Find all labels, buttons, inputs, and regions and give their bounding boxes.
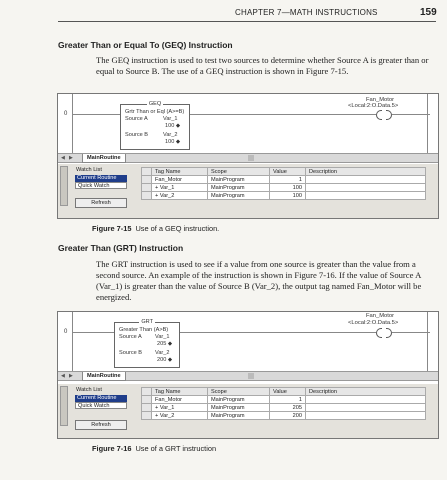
col-scope[interactable]: Scope: [208, 388, 270, 396]
watch-option-current-routine[interactable]: Current Routine: [75, 395, 127, 402]
watch-list-label: Watch List: [76, 387, 102, 393]
watch-list-label: Watch List: [76, 167, 102, 173]
source-a-value: 205 ◆: [157, 341, 173, 347]
caption-text: Use of a GEQ instruction.: [135, 224, 220, 233]
instruction-title: Grtr Than or Eql (A>=B): [125, 109, 185, 115]
caption-text: Use of a GRT instruction: [135, 444, 217, 453]
table-header-row: [142, 168, 426, 176]
row-gutter: [142, 176, 152, 184]
col-value[interactable]: Value: [270, 168, 306, 176]
cell-value[interactable]: 1: [270, 396, 306, 404]
watch-pane: [58, 164, 438, 218]
cell-tag: + Var_2: [152, 192, 208, 200]
instruction-mnemonic: GRT: [141, 319, 154, 325]
col-value[interactable]: Value: [270, 388, 306, 396]
table-header-row: [142, 388, 426, 396]
horizontal-scrollbar[interactable]: [248, 373, 254, 379]
cell-value[interactable]: 100: [270, 184, 306, 192]
row-gutter: [142, 192, 152, 200]
geq-instruction-block[interactable]: [120, 101, 190, 150]
cell-scope: MainProgram: [208, 176, 270, 184]
cell-value[interactable]: 205: [270, 404, 306, 412]
watch-option-quick-watch[interactable]: Quick Watch: [75, 402, 127, 409]
table-row[interactable]: [142, 412, 426, 420]
cell-description: [306, 396, 426, 404]
source-b-value: 200 ◆: [157, 357, 173, 363]
watch-option-current-routine[interactable]: Current Routine: [75, 175, 127, 182]
instruction-title: Greater Than (A>B): [119, 327, 169, 333]
coil-address: <Local:2:O.Data.5>: [348, 103, 399, 109]
header-rule: [58, 21, 436, 22]
cell-tag: Fan_Motor: [152, 396, 208, 404]
source-a-tag[interactable]: Var_1: [155, 334, 170, 340]
grt-paragraph: The GRT instruction is used to see if a value from one source is greater than the value from a second source. An example of the instruction is shown in Figure 7-16. If the value of Source A (Var_1) is greater than the value of Source B (Var_2), the output tag named Fan_Motor will be energized.: [96, 259, 422, 302]
cell-description: [306, 412, 426, 420]
grt-heading: Greater Than (GRT) Instruction: [58, 243, 184, 253]
col-description[interactable]: Description: [306, 388, 426, 396]
grt-instruction-block[interactable]: [114, 319, 180, 368]
tab-scroll-right-icon[interactable]: ▶: [69, 155, 73, 161]
rung-wire-end: [392, 114, 430, 115]
instruction-mnemonic: GEQ: [148, 101, 162, 107]
source-b-tag[interactable]: Var_2: [163, 132, 178, 138]
geq-figure-screenshot: [57, 93, 439, 219]
output-coil-icon[interactable]: [376, 110, 392, 118]
routine-tab-bar: [58, 154, 438, 163]
cell-value[interactable]: 1: [270, 176, 306, 184]
rung-wire-end: [392, 332, 430, 333]
row-gutter: [142, 388, 152, 396]
cell-scope: MainProgram: [208, 404, 270, 412]
right-power-rail: [427, 312, 428, 371]
geq-figure-caption: [92, 224, 219, 233]
cell-tag: + Var_1: [152, 184, 208, 192]
caption-number: Figure 7-15: [92, 224, 132, 233]
coil-tag[interactable]: Fan_Motor: [366, 313, 395, 319]
rung-wire-left: [72, 332, 114, 333]
watch-pane: [58, 384, 438, 438]
output-coil-icon[interactable]: [376, 328, 392, 336]
coil-address: <Local:2:O.Data.5>: [348, 320, 399, 326]
table-row[interactable]: [142, 404, 426, 412]
horizontal-scrollbar[interactable]: [248, 155, 254, 161]
source-a-value: 100 ◆: [165, 123, 181, 129]
cell-description: [306, 184, 426, 192]
rung-number: 0: [64, 111, 68, 117]
cell-description: [306, 192, 426, 200]
cell-tag: Fan_Motor: [152, 176, 208, 184]
rung-wire-right: [190, 114, 376, 115]
table-row[interactable]: [142, 192, 426, 200]
refresh-button[interactable]: Refresh: [75, 420, 127, 430]
tab-scroll-left-icon[interactable]: ◀: [61, 155, 65, 161]
grt-figure-screenshot: [57, 311, 439, 439]
watch-pane-sidebar: [60, 386, 68, 426]
left-power-rail: [72, 94, 73, 153]
rung-number: 0: [64, 329, 68, 335]
watch-option-quick-watch[interactable]: Quick Watch: [75, 182, 127, 189]
table-row[interactable]: [142, 396, 426, 404]
col-scope[interactable]: Scope: [208, 168, 270, 176]
cell-scope: MainProgram: [208, 192, 270, 200]
grt-figure-caption: [92, 444, 216, 453]
geq-paragraph: The GEQ instruction is used to test two sources to determine whether Source A is greater than or equal to Source B. The use of a GEQ instruction is shown in Figure 7-15.: [96, 55, 429, 76]
row-gutter: [142, 184, 152, 192]
cell-description: [306, 404, 426, 412]
tab-main-routine[interactable]: MainRoutine: [82, 154, 126, 163]
chapter-title: CHAPTER 7—MATH INSTRUCTIONS: [235, 8, 378, 17]
cell-value[interactable]: 100: [270, 192, 306, 200]
watch-table: [141, 167, 426, 200]
source-b-value: 100 ◆: [165, 139, 181, 145]
tab-scroll-left-icon[interactable]: ◀: [61, 373, 65, 379]
caption-number: Figure 7-16: [92, 444, 132, 453]
routine-tab-bar: [58, 372, 438, 381]
row-gutter: [142, 396, 152, 404]
geq-heading: Greater Than or Equal To (GEQ) Instruction: [58, 40, 233, 50]
col-description[interactable]: Description: [306, 168, 426, 176]
row-gutter: [142, 404, 152, 412]
source-b-label: Source B: [119, 350, 143, 356]
ladder-editor: [58, 312, 438, 372]
col-tag-name[interactable]: Tag Name: [152, 168, 208, 176]
rung-wire-left: [72, 114, 120, 115]
rung-wire-right: [180, 332, 376, 333]
source-a-label: Source A: [119, 334, 142, 340]
cell-scope: MainProgram: [208, 396, 270, 404]
refresh-button[interactable]: Refresh: [75, 198, 127, 208]
cell-value[interactable]: 200: [270, 412, 306, 420]
source-b-label: Source B: [125, 132, 149, 138]
tab-main-routine[interactable]: MainRoutine: [82, 372, 126, 381]
cell-description: [306, 176, 426, 184]
page-number: 159: [420, 7, 437, 18]
source-b-tag[interactable]: Var_2: [155, 350, 170, 356]
cell-tag: + Var_2: [152, 412, 208, 420]
tab-scroll-right-icon[interactable]: ▶: [69, 373, 73, 379]
table-row[interactable]: [142, 184, 426, 192]
row-gutter: [142, 168, 152, 176]
source-a-label: Source A: [125, 116, 148, 122]
left-power-rail: [72, 312, 73, 371]
coil-tag[interactable]: Fan_Motor: [366, 97, 395, 103]
cell-scope: MainProgram: [208, 184, 270, 192]
row-gutter: [142, 412, 152, 420]
col-tag-name[interactable]: Tag Name: [152, 388, 208, 396]
cell-scope: MainProgram: [208, 412, 270, 420]
watch-pane-sidebar: [60, 166, 68, 206]
right-power-rail: [427, 94, 428, 153]
ladder-editor: [58, 94, 438, 154]
cell-tag: + Var_1: [152, 404, 208, 412]
watch-table: [141, 387, 426, 420]
table-row[interactable]: [142, 176, 426, 184]
source-a-tag[interactable]: Var_1: [163, 116, 178, 122]
